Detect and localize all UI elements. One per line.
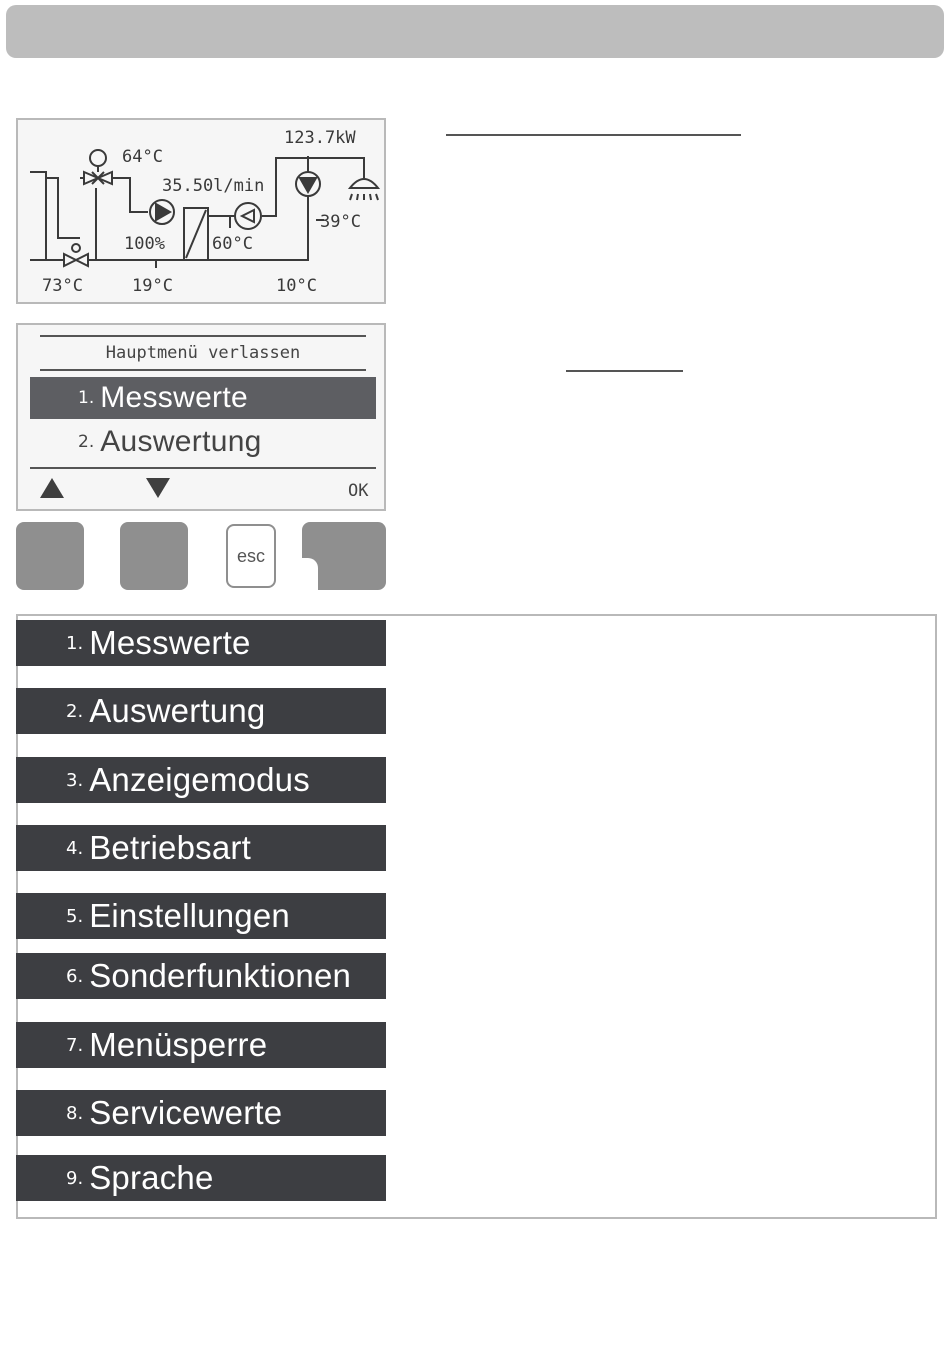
main-menu-item-sonderfunktionen[interactable] (16, 953, 386, 999)
main-item-number: 3. (66, 769, 84, 791)
pump-icon (150, 200, 174, 224)
arrow-down-icon (146, 478, 170, 498)
main-menu-item-menuesperre[interactable] (16, 1022, 386, 1068)
main-item-label: Auswertung (89, 692, 266, 729)
down-hardware-button[interactable] (120, 522, 188, 590)
ok-softkey-label: OK (348, 481, 369, 501)
main-item-number: 2. (66, 700, 84, 722)
main-item-label: Servicewerte (89, 1094, 283, 1131)
menu-item-number: 1. (78, 388, 95, 408)
power-readout: 123.7kW (284, 128, 356, 148)
esc-hardware-button[interactable] (226, 524, 276, 588)
annotation-line (446, 134, 741, 136)
main-menu-item-sprache[interactable] (16, 1155, 386, 1201)
arrow-up-icon (40, 478, 64, 498)
valve-temp-readout: 64°C (122, 147, 163, 167)
main-menu-item-messwerte[interactable] (16, 620, 386, 666)
main-menu-item-servicewerte[interactable] (16, 1090, 386, 1136)
dhw-temp-readout: 39°C (320, 212, 361, 232)
bottom-mid-temp-readout: 19°C (132, 276, 173, 296)
flow-sensor-icon (235, 203, 261, 229)
flow-readout: 35.50l/min (162, 176, 265, 196)
mixing-valve-icon (64, 244, 88, 266)
menu-title[interactable]: Hauptmenü verlassen (40, 335, 366, 371)
softkey-divider (30, 467, 376, 469)
main-item-number: 4. (66, 837, 84, 859)
lcd-menu-item-messwerte[interactable] (30, 377, 376, 419)
menu-item-label: Auswertung (100, 425, 262, 458)
bottom-right-temp-readout: 10°C (276, 276, 317, 296)
menu-item-number: 2. (78, 432, 95, 452)
main-item-number: 6. (66, 965, 84, 987)
menu-item-label: Messwerte (100, 381, 248, 414)
hx-out-temp-readout: 60°C (212, 234, 253, 254)
main-menu-item-einstellungen[interactable] (16, 893, 386, 939)
pump-percent-readout: 100% (124, 234, 165, 254)
main-item-label: Betriebsart (89, 829, 251, 866)
heat-exchanger-icon (184, 208, 208, 260)
circulation-pump-icon (296, 172, 320, 196)
motor-valve-icon (84, 150, 112, 184)
main-menu-item-auswertung[interactable] (16, 688, 386, 734)
main-item-number: 5. (66, 905, 84, 927)
system-schematic-display (16, 118, 386, 304)
main-item-label: Messwerte (89, 624, 251, 661)
up-hardware-button[interactable] (16, 522, 84, 590)
main-menu-item-anzeigemodus[interactable] (16, 757, 386, 803)
main-item-label: Menüsperre (89, 1026, 268, 1063)
ok-hardware-button[interactable] (302, 522, 386, 590)
main-item-number: 7. (66, 1034, 84, 1056)
main-item-label: Sprache (89, 1159, 214, 1196)
main-item-label: Sonderfunktionen (89, 957, 352, 994)
shower-icon (350, 179, 378, 200)
lcd-menu-item-auswertung[interactable] (30, 421, 376, 463)
main-item-number: 9. (66, 1167, 84, 1189)
main-item-label: Anzeigemodus (89, 761, 310, 798)
lcd-main-menu (16, 323, 386, 511)
bottom-left-temp-readout: 73°C (42, 276, 83, 296)
main-menu-item-betriebsart[interactable] (16, 825, 386, 871)
esc-button-label: esc (236, 545, 265, 566)
annotation-line (566, 370, 683, 372)
main-item-number: 1. (66, 632, 84, 654)
main-item-label: Einstellungen (89, 897, 290, 934)
main-item-number: 8. (66, 1102, 84, 1124)
header-bar (6, 5, 944, 58)
